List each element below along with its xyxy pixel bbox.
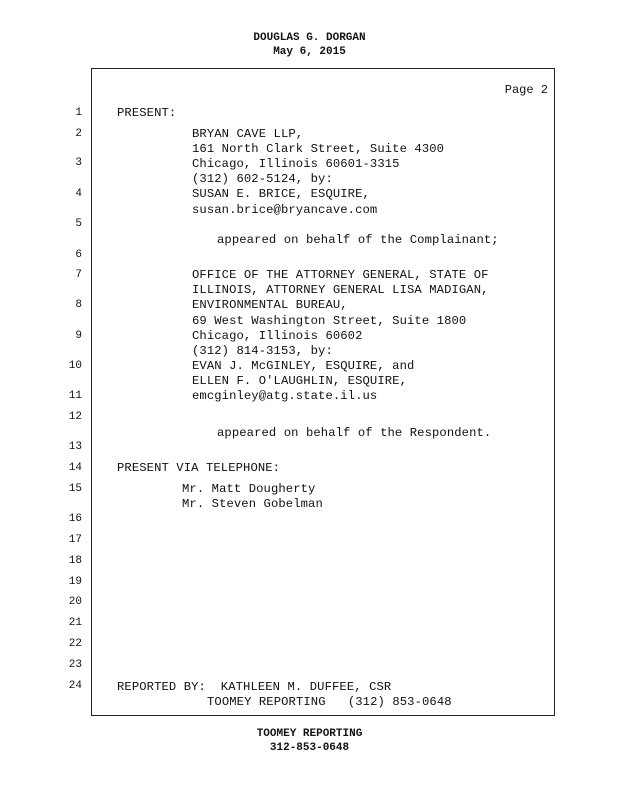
complainant-city: Chicago, Illinois 60601-3315: [192, 157, 400, 171]
line-number-16: 16: [68, 513, 82, 525]
footer-company: TOOMEY REPORTING: [256, 728, 363, 740]
line-number-5: 5: [75, 218, 82, 230]
line-number-19: 19: [68, 576, 82, 588]
respondent-phone: (312) 814-3153, by:: [192, 344, 333, 358]
line-number-12: 12: [68, 411, 82, 423]
present-heading: PRESENT:: [117, 106, 177, 120]
line-number-11: 11: [68, 390, 82, 402]
page-number: Page 2: [504, 83, 548, 97]
respondent-office-line2: ILLINOIS, ATTORNEY GENERAL LISA MADIGAN,: [192, 283, 489, 297]
complainant-attorney: SUSAN E. BRICE, ESQUIRE,: [192, 187, 370, 201]
line-number-18: 18: [68, 555, 82, 567]
respondent-bureau: ENVIRONMENTAL BUREAU,: [192, 298, 348, 312]
complainant-firm: BRYAN CAVE LLP,: [192, 127, 304, 141]
line-number-23: 23: [68, 659, 82, 671]
respondent-street: 69 West Washington Street, Suite 1800: [192, 314, 467, 328]
respondent-appearance: appeared on behalf of the Respondent.: [217, 426, 492, 440]
line-number-7: 7: [75, 269, 82, 281]
deposition-date: May 6, 2015: [273, 46, 346, 58]
respondent-office-line1: OFFICE OF THE ATTORNEY GENERAL, STATE OF: [192, 268, 489, 282]
respondent-attorney-2: ELLEN F. O'LAUGHLIN, ESQUIRE,: [192, 374, 407, 388]
complainant-street: 161 North Clark Street, Suite 4300: [192, 142, 445, 156]
respondent-attorney-1: EVAN J. McGINLEY, ESQUIRE, and: [192, 359, 415, 373]
line-number-9: 9: [75, 330, 82, 342]
line-number-1: 1: [75, 107, 82, 119]
line-number-24: 24: [68, 680, 82, 692]
complainant-appearance: appeared on behalf of the Complainant;: [217, 233, 499, 247]
telephone-attendee-2: Mr. Steven Gobelman: [182, 497, 323, 511]
line-number-14: 14: [68, 462, 82, 474]
line-number-21: 21: [68, 617, 82, 629]
line-number-10: 10: [68, 360, 82, 372]
telephone-heading: PRESENT VIA TELEPHONE:: [117, 461, 281, 475]
reported-by: REPORTED BY: KATHLEEN M. DUFFEE, CSR: [117, 680, 392, 694]
line-number-4: 4: [75, 188, 82, 200]
line-number-22: 22: [68, 638, 82, 650]
respondent-city: Chicago, Illinois 60602: [192, 329, 363, 343]
respondent-email: emcginley@atg.state.il.us: [192, 389, 378, 403]
deponent-name: DOUGLAS G. DORGAN: [253, 32, 366, 44]
reporting-agency-line: TOOMEY REPORTING (312) 853-0648: [207, 695, 452, 709]
line-number-15: 15: [68, 483, 82, 495]
line-number-2: 2: [75, 128, 82, 140]
line-number-17: 17: [68, 534, 82, 546]
line-number-13: 13: [68, 441, 82, 453]
line-number-8: 8: [75, 299, 82, 311]
line-number-3: 3: [75, 157, 82, 169]
line-number-6: 6: [75, 249, 82, 261]
telephone-attendee-1: Mr. Matt Dougherty: [182, 482, 316, 496]
line-number-20: 20: [68, 596, 82, 608]
complainant-phone: (312) 602-5124, by:: [192, 172, 333, 186]
footer-phone: 312-853-0648: [269, 742, 350, 754]
complainant-email: susan.brice@bryancave.com: [192, 203, 378, 217]
